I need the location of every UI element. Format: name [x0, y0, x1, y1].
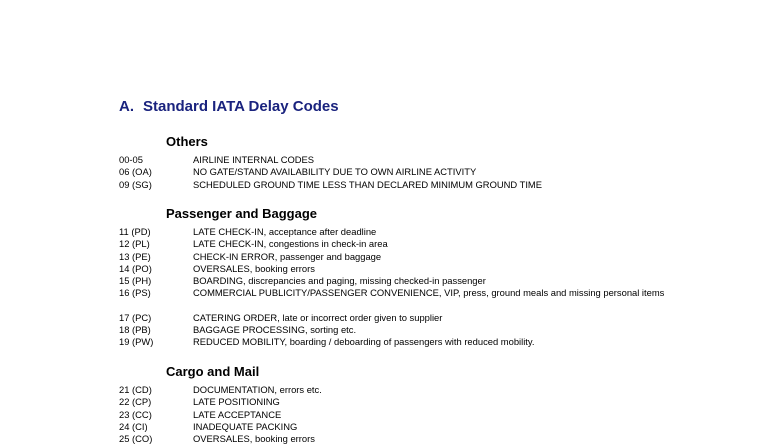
delay-description: OVERSALES, booking errors	[193, 433, 315, 444]
code-list	[0, 154, 784, 191]
table-row	[0, 154, 784, 166]
delay-description: INADEQUATE PACKING	[193, 420, 298, 432]
delay-description: CATERING ORDER, late or incorrect order given to supplier	[193, 311, 443, 323]
table-row	[0, 409, 784, 421]
delay-code: 14 (PO)	[119, 262, 152, 274]
delay-code: 23 (CC)	[119, 408, 152, 420]
delay-description: LATE ACCEPTANCE	[193, 408, 282, 420]
delay-code: 21 (CD)	[119, 384, 152, 395]
delay-code: 22 (CP)	[119, 396, 152, 408]
table-row	[0, 251, 784, 263]
delay-description: AIRLINE INTERNAL CODES	[193, 154, 315, 165]
delay-code: 11 (PD)	[119, 226, 151, 237]
delay-description: COMMERCIAL PUBLICITY/PASSENGER CONVENIENCE, VIP, press, ground meals and missing personal items	[193, 287, 665, 299]
delay-description: OVERSALES, booking errors	[193, 262, 315, 274]
delay-code: 15 (PH)	[119, 275, 152, 286]
page-title	[119, 98, 339, 115]
section-title: Others	[166, 134, 208, 149]
delay-code: 00-05	[119, 154, 143, 165]
table-row	[0, 287, 784, 312]
delay-description: CHECK-IN ERROR, passenger and baggage	[193, 250, 382, 262]
delay-description: LATE POSITIONING	[193, 396, 280, 408]
delay-description: REDUCED MOBILITY, boarding / deboarding of passengers with reduced mobility.	[193, 336, 535, 348]
table-row	[0, 433, 784, 445]
heading-number: A.	[119, 98, 134, 115]
delay-description: DOCUMENTATION, errors etc.	[193, 384, 322, 395]
delay-code: 17 (PC)	[119, 311, 152, 323]
table-row	[0, 396, 784, 408]
table-row	[0, 166, 784, 178]
delay-description: LATE CHECK-IN, acceptance after deadline	[193, 226, 377, 237]
delay-code: 12 (PL)	[119, 238, 150, 250]
table-row	[0, 384, 784, 396]
delay-description: NO GATE/STAND AVAILABILITY DUE TO OWN AIRLINE ACTIVITY	[193, 166, 477, 178]
delay-description: SCHEDULED GROUND TIME LESS THAN DECLARED MINIMUM GROUND TIME	[193, 178, 542, 190]
delay-code: 25 (CO)	[119, 433, 153, 444]
delay-code: 06 (OA)	[119, 166, 152, 178]
table-row	[0, 263, 784, 275]
heading-text: Standard IATA Delay Codes	[143, 98, 339, 115]
table-row	[0, 324, 784, 336]
table-row	[0, 226, 784, 238]
table-row	[0, 312, 784, 324]
section-title: Passenger and Baggage	[166, 206, 317, 221]
table-row	[0, 275, 784, 287]
code-list	[0, 384, 784, 445]
table-row	[0, 238, 784, 250]
delay-code: 09 (SG)	[119, 178, 152, 190]
table-row	[0, 336, 784, 348]
table-row	[0, 179, 784, 191]
delay-code: 16 (PS)	[119, 287, 151, 299]
delay-code: 13 (PE)	[119, 250, 151, 262]
delay-description: BOARDING, discrepancies and paging, missing checked-in passenger	[193, 275, 486, 286]
delay-description: BAGGAGE PROCESSING, sorting etc.	[193, 324, 357, 335]
delay-code: 18 (PB)	[119, 324, 151, 335]
section-title: Cargo and Mail	[166, 364, 260, 379]
table-row	[0, 421, 784, 433]
delay-code: 24 (CI)	[119, 420, 148, 432]
delay-description: LATE CHECK-IN, congestions in check-in area	[193, 238, 388, 250]
code-list	[0, 226, 784, 349]
delay-code: 19 (PW)	[119, 336, 154, 348]
